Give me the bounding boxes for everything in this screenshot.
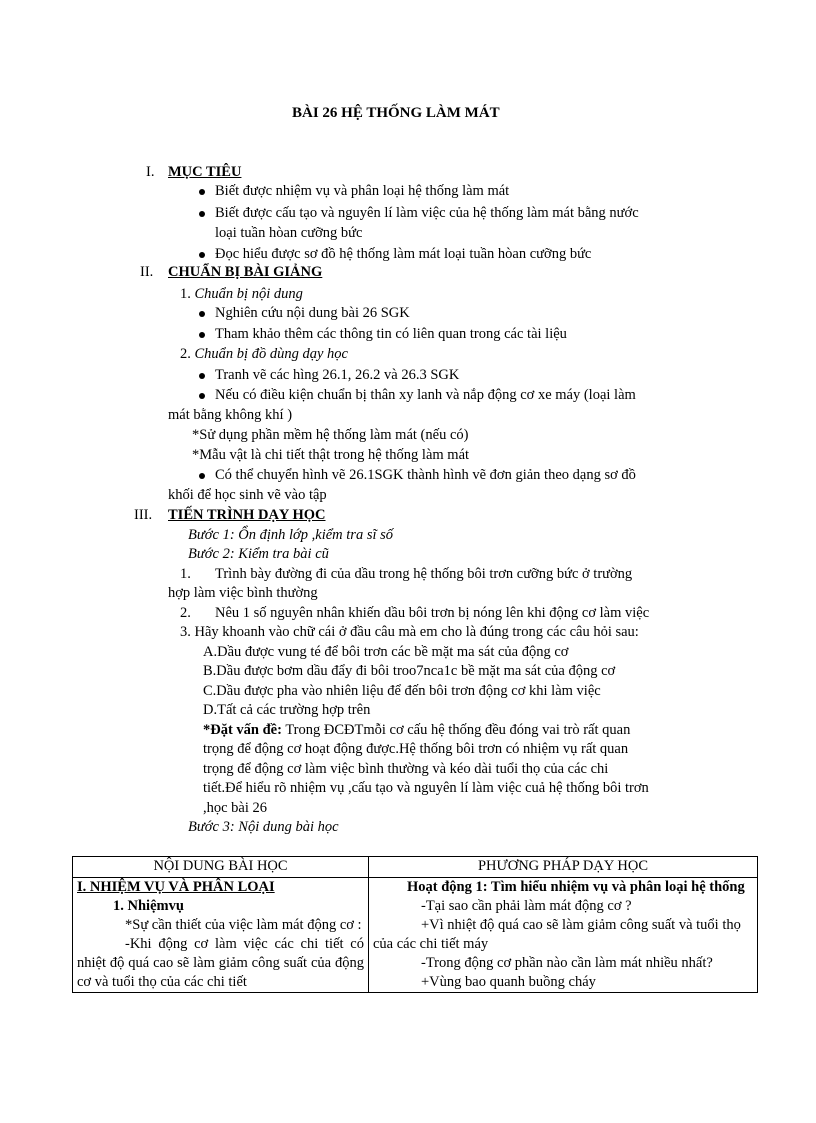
section-2-number: II. <box>140 264 154 280</box>
subsection-2-number: 2. <box>180 346 195 362</box>
question-3: 3. Hãy khoanh vào chữ cái ở đầu câu mà em cho là đúng trong các câu hỏi sau: <box>180 624 639 640</box>
subsection-2 <box>180 345 348 363</box>
bullet-icon <box>199 393 205 399</box>
objective-item-continued: loại tuần hòan cưỡng bức <box>215 225 363 241</box>
method-answer: +Vì nhiệt độ quá cao sẽ làm giảm công suất và tuổi thọ của các chi tiết máy <box>373 917 741 952</box>
bullet-icon <box>199 373 205 379</box>
page-title: BÀI 26 HỆ THỐNG LÀM MÁT <box>292 105 500 121</box>
prep-item: Tham khảo thêm các thông tin có liên quan trong các tài liệu <box>215 326 567 342</box>
material-item: Nếu có điều kiện chuẩn bị thân xy lanh và nắp động cơ xe máy (loại làm <box>215 387 636 403</box>
content-cell <box>73 878 369 993</box>
answer-option: A.Dầu được vung té để bôi trơn các bề mặt ma sát của động cơ <box>203 644 569 660</box>
content-heading: I. NHIỆM VỤ VÀ PHÂN LOẠI <box>77 879 275 895</box>
bullet-icon <box>199 311 205 317</box>
answer-option: D.Tất cả các trường hợp trên <box>203 702 371 718</box>
content-paragraph: *Sự cần thiết của việc làm mát động cơ : <box>125 917 362 933</box>
question-1-continued: hợp làm việc bình thường <box>168 585 318 601</box>
material-item-continued: khối để học sinh vẽ vào tập <box>168 487 327 503</box>
method-cell <box>369 878 758 993</box>
intro-line: trọng để động cơ làm việc bình thường và kéo dài tuổi thọ của các chi <box>203 761 609 777</box>
step-2: Bước 2: Kiểm tra bài cũ <box>188 546 329 562</box>
bullet-icon <box>199 473 205 479</box>
content-subheading: 1. Nhiệmvụ <box>113 898 184 914</box>
material-item: Tranh vẽ các hìng 26.1, 26.2 và 26.3 SGK <box>215 367 460 383</box>
question-1-number: 1. <box>180 566 191 582</box>
objective-item: Biết được cấu tạo và nguyên lí làm việc của hệ thống làm mát bằng nước <box>215 205 639 221</box>
table-row <box>73 878 758 993</box>
bullet-icon <box>199 252 205 258</box>
subsection-2-title: Chuẩn bị đồ dùng dạy học <box>194 346 348 362</box>
method-question: -Tại sao cần phải làm mát động cơ ? <box>421 898 632 914</box>
method-answer: +Vùng bao quanh buồng cháy <box>421 974 596 990</box>
content-paragraph: -Khi động cơ làm việc các chi tiết có nhiệt độ quá cao sẽ làm giảm công suất của động cơ và tuổi thọ của các chi tiết <box>77 936 364 990</box>
subsection-1-title: Chuẩn bị nội dung <box>194 286 303 302</box>
subsection-1-number: 1. <box>180 286 195 302</box>
section-3-number: III. <box>134 507 153 523</box>
answer-option: C.Dầu được pha vào nhiên liệu để đến bôi trơn động cơ khi làm việc <box>203 683 601 699</box>
intro-label: *Đặt vấn đề: <box>203 722 282 738</box>
section-1-number: I. <box>146 164 155 180</box>
method-question: -Trong động cơ phần nào cần làm mát nhiều nhất? <box>421 955 713 971</box>
intro-line <box>203 721 630 739</box>
objective-item: Biết được nhiệm vụ và phân loại hệ thống làm mát <box>215 183 510 199</box>
bullet-icon <box>199 189 205 195</box>
material-note: *Sử dụng phần mềm hệ thống làm mát (nếu có) <box>192 427 469 443</box>
objective-item: Đọc hiểu được sơ đồ hệ thống làm mát loại tuần hòan cưỡng bức <box>215 246 592 262</box>
bullet-icon <box>199 332 205 338</box>
bullet-icon <box>199 211 205 217</box>
question-1: Trình bày đường đi của dầu trong hệ thống bôi trơn cưỡng bức ở trường <box>215 566 633 582</box>
step-3: Bước 3: Nội dung bài học <box>188 819 339 835</box>
answer-option: B.Dầu được bơm dầu đẩy đi bôi troo7nca1c bề mặt ma sát của động cơ <box>203 663 616 679</box>
section-3-heading: TIẾN TRÌNH DẠY HỌC <box>168 507 326 523</box>
material-item-continued: mát bằng không khí ) <box>168 407 293 423</box>
activity-title: Hoạt động 1: Tìm hiểu nhiệm vụ và phân loại hệ thống <box>407 879 745 895</box>
intro-line: trọng để động cơ hoạt động được.Hệ thống bôi trơn có nhiệm vụ rất quan <box>203 741 629 757</box>
question-2-number: 2. <box>180 605 191 621</box>
intro-line: ,học bài 26 <box>203 800 268 816</box>
intro-line: tiết.Để hiểu rõ nhiệm vụ ,cấu tạo và nguyên lí làm việc cuả hệ thống bôi trơn <box>203 780 649 796</box>
lesson-table <box>72 856 758 993</box>
header-method: PHƯƠNG PHÁP DẠY HỌC <box>369 857 758 878</box>
material-note: *Mẫu vật là chi tiết thật trong hệ thống làm mát <box>192 447 470 463</box>
step-1: Bước 1: Ổn định lớp ,kiểm tra sĩ số <box>188 527 394 543</box>
intro-text: Trong ĐCĐTmỗi cơ cấu hệ thống đều đóng vai trò rất quan <box>281 722 631 738</box>
header-content: NỘI DUNG BÀI HỌC <box>73 857 369 878</box>
subsection-1 <box>180 285 303 303</box>
section-2-heading: CHUẨN BỊ BÀI GIẢNG <box>168 264 323 280</box>
prep-item: Nghiên cứu nội dung bài 26 SGK <box>215 305 410 321</box>
section-1-heading: MỤC TIÊU <box>168 164 242 180</box>
question-2: Nêu 1 số nguyên nhân khiến dầu bôi trơn bị nóng lên khi động cơ làm việc <box>215 605 650 621</box>
table-header-row <box>73 857 758 878</box>
material-item: Có thể chuyển hình vẽ 26.1SGK thành hình vẽ đơn giản theo dạng sơ đồ <box>215 467 636 483</box>
